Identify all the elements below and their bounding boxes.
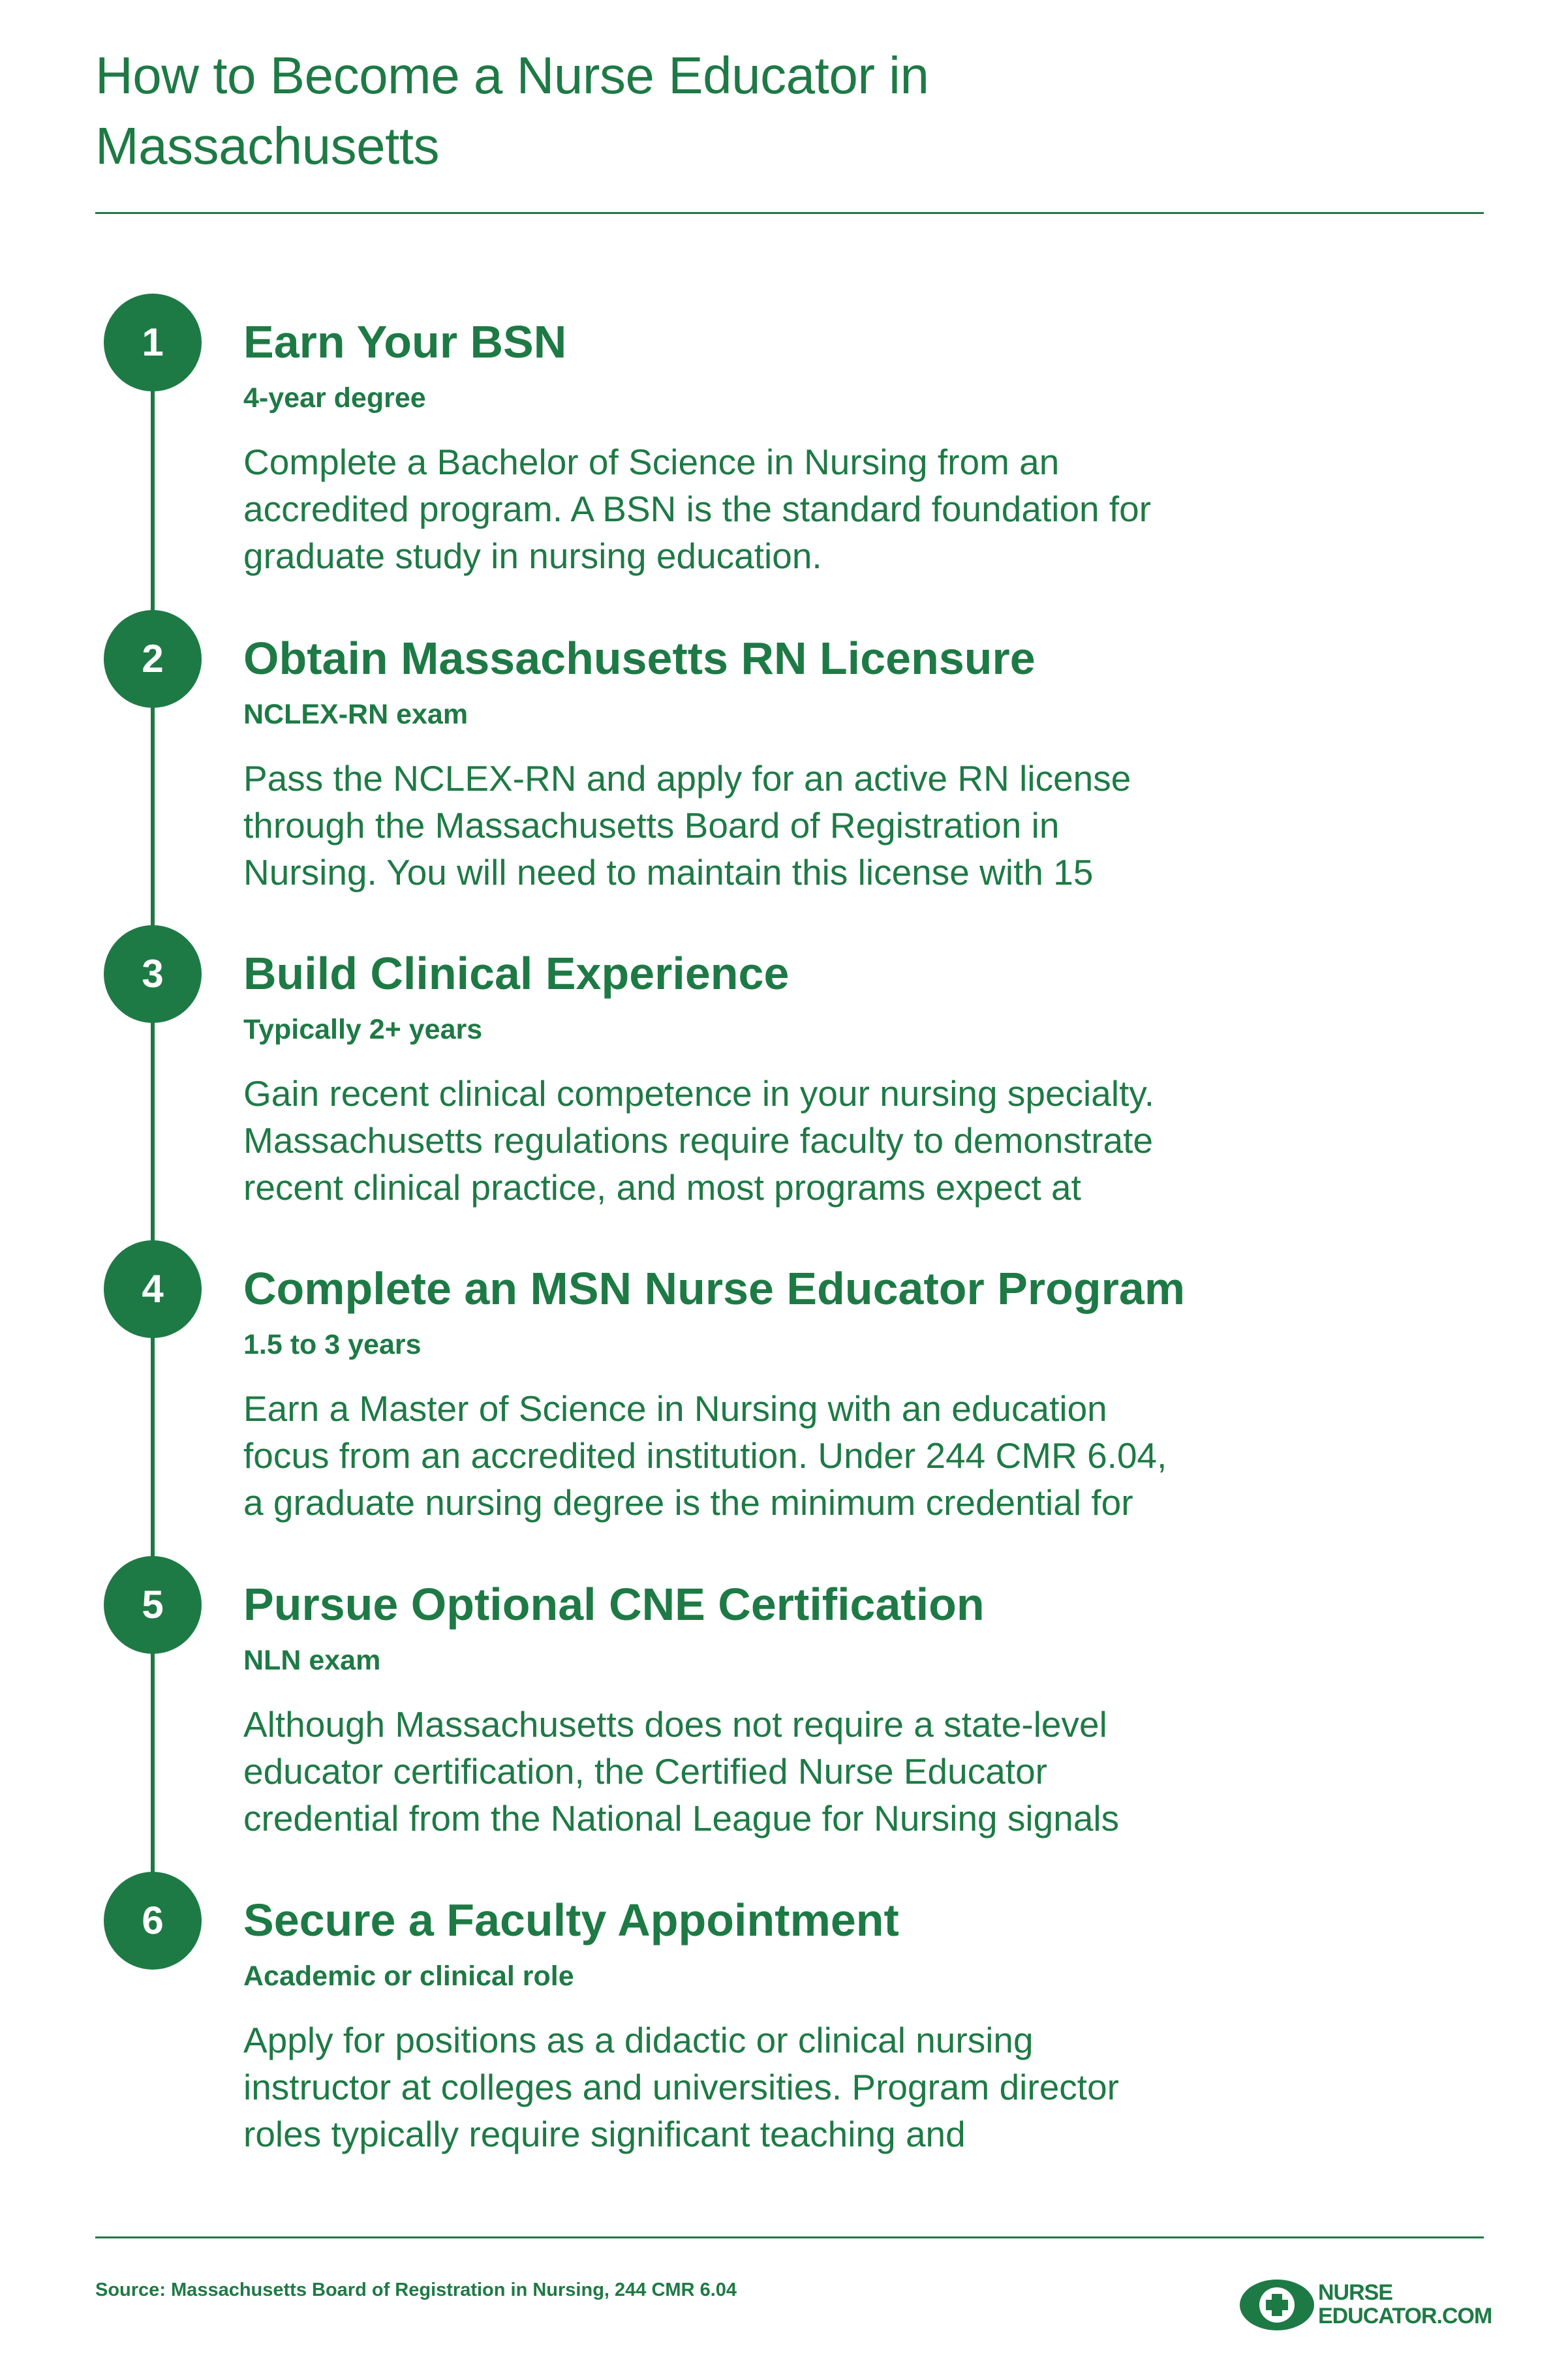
step-description-line: accredited program. A BSN is the standard foundation for [243, 489, 1152, 529]
logo-wordmark [1318, 2280, 1492, 2328]
step-subtitle: 1.5 to 3 years [243, 1329, 422, 1360]
step-subtitle: NCLEX-RN exam [243, 699, 468, 730]
logo-wordmark-line: NURSE [1318, 2280, 1393, 2305]
step-description-line: recent clinical practice, and most programs expect at [243, 1167, 1081, 1208]
step-description [243, 2017, 1287, 2158]
step-3 [0, 925, 1566, 1238]
step-title: Pursue Optional CNE Certification [243, 1579, 985, 1630]
step-description-line: educator certification, the Certified Nurse Educator [243, 1751, 1047, 1792]
step-title: Complete an MSN Nurse Educator Program [243, 1263, 1186, 1314]
step-description-line: Although Massachusetts does not require a state-level [243, 1704, 1107, 1745]
step-number-badge: 5 [104, 1556, 202, 1654]
step-description [243, 1385, 1287, 1526]
step-description-line: credential from the National League for Nursing signals [243, 1798, 1120, 1838]
step-number-badge: 1 [104, 294, 202, 391]
step-description-line: Apply for positions as a didactic or clinical nursing [243, 2020, 1034, 2060]
step-subtitle: NLN exam [243, 1645, 381, 1676]
step-subtitle: Academic or clinical role [243, 1960, 574, 1992]
step-description-line: Earn a Master of Science in Nursing with an education [243, 1388, 1107, 1429]
step-title: Obtain Massachusetts RN Licensure [243, 633, 1036, 684]
step-description [243, 755, 1287, 896]
step-description-line: through the Massachusetts Board of Registration in [243, 805, 1060, 846]
step-number-badge: 2 [104, 610, 202, 708]
step-description [243, 1701, 1287, 1842]
step-description [243, 438, 1287, 579]
step-description [243, 1070, 1287, 1211]
footer-divider [95, 2236, 1484, 2238]
step-description-line: Nursing. You will need to maintain this license with 15 [243, 852, 1094, 892]
page-title: How to Become a Nurse Educator in Massachusetts [95, 46, 929, 175]
source-citation: Source: Massachusetts Board of Registration in Nursing, 244 CMR 6.04 [95, 2280, 737, 2300]
step-description-line: Massachusetts regulations require faculty to demonstrate [243, 1120, 1154, 1161]
step-1 [0, 294, 1566, 607]
step-description-line: a graduate nursing degree is the minimum credential for [243, 1482, 1133, 1523]
step-number-badge: 3 [104, 925, 202, 1023]
step-description-line: instructor at colleges and universities. Program director [243, 2067, 1119, 2107]
step-description-line: Complete a Bachelor of Science in Nursing from an [243, 442, 1060, 482]
step-2 [0, 610, 1566, 923]
step-description-line: roles typically require significant teaching and [243, 2114, 966, 2154]
step-4 [0, 1240, 1566, 1553]
step-subtitle: 4-year degree [243, 382, 426, 414]
step-title: Secure a Faculty Appointment [243, 1895, 899, 1945]
step-number-badge: 6 [104, 1872, 202, 1970]
site-logo [1238, 2274, 1492, 2340]
step-description-line: graduate study in nursing education. [243, 536, 822, 576]
step-5 [0, 1556, 1566, 1869]
cross-badge-icon [1238, 2278, 1315, 2332]
step-title: Build Clinical Experience [243, 948, 790, 999]
step-subtitle: Typically 2+ years [243, 1014, 483, 1045]
step-description-line: focus from an accredited institution. Under 244 CMR 6.04, [243, 1435, 1167, 1476]
step-description-line: Gain recent clinical competence in your nursing specialty. [243, 1073, 1155, 1114]
step-6 [0, 1872, 1566, 2185]
step-title: Earn Your BSN [243, 316, 567, 367]
step-number-badge: 4 [104, 1240, 202, 1338]
logo-wordmark-line: EDUCATOR.COM [1318, 2304, 1492, 2328]
step-description-line: Pass the NCLEX-RN and apply for an active RN license [243, 758, 1131, 799]
